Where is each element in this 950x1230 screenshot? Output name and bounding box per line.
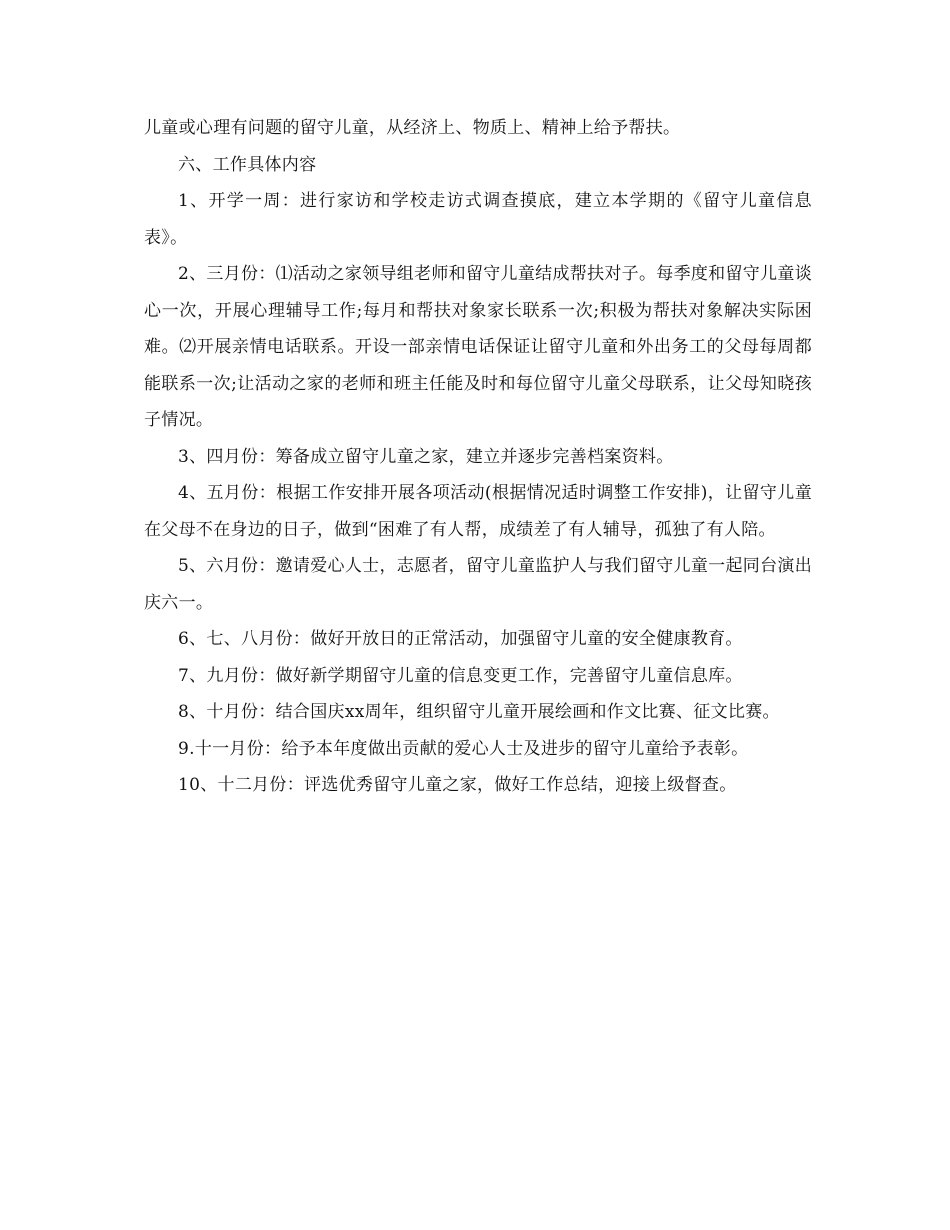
paragraph-item-3: 3、四月份：筹备成立留守儿童之家，建立并逐步完善档案资料。 <box>178 446 674 467</box>
paragraph-item-1: 1、开学一周：进行家访和学校走访式调查摸底，建立本学期的《留守儿童信息表》。 <box>144 191 812 248</box>
paragraph-item-9: 9.十一月份：给予本年度做出贡献的爱心人士及进步的留守儿童给予表彰。 <box>178 738 749 759</box>
paragraph-item-5: 5、六月份：邀请爱心人士，志愿者，留守儿童监护人与我们留守儿童一起同台演出庆六一。 <box>144 556 812 613</box>
paragraph-item-6: 6、七、八月份：做好开放日的正常活动，加强留守儿童的安全健康教育。 <box>178 629 743 649</box>
paragraph-continuation: 儿童或心理有问题的留守儿童，从经济上、物质上、精神上给予帮扶。 <box>144 118 681 138</box>
paragraph-item-4: 4、五月份：根据工作安排开展各项活动(根据情况适时调整工作安排)，让留守儿童在父母不在身边的日子，做到“困难了有人帮，成绩差了有人辅导，孤独了有人陪。 <box>144 483 812 540</box>
paragraph-item-7: 7、九月份：做好新学期留守儿童的信息变更工作，完善留守儿童信息库。 <box>178 665 743 686</box>
paragraph-item-8: 8、十月份：结合国庆xx周年，组织留守儿童开展绘画和作文比赛、征文比赛。 <box>178 702 780 722</box>
paragraph-item-2: 2、三月份：⑴活动之家领导组老师和留守儿童结成帮扶对子。每季度和留守儿童谈心一次，开展心理辅导工作;每月和帮扶对象家长联系一次;积极为帮扶对象解决实际困难。⑵开展亲情电话联系。开设一部亲情电话保证让留守儿童和外出务工的父母每周都能联系一次;让活动之家的老师和班主任能及时和每位留守儿童父母联系，让父母知晓孩子情况。 <box>144 264 812 430</box>
paragraph-item-10: 10、十二月份：评选优秀留守儿童之家，做好工作总结，迎接上级督查。 <box>178 775 737 795</box>
section-heading: 六、工作具体内容 <box>178 154 317 175</box>
document-body <box>144 110 812 804</box>
